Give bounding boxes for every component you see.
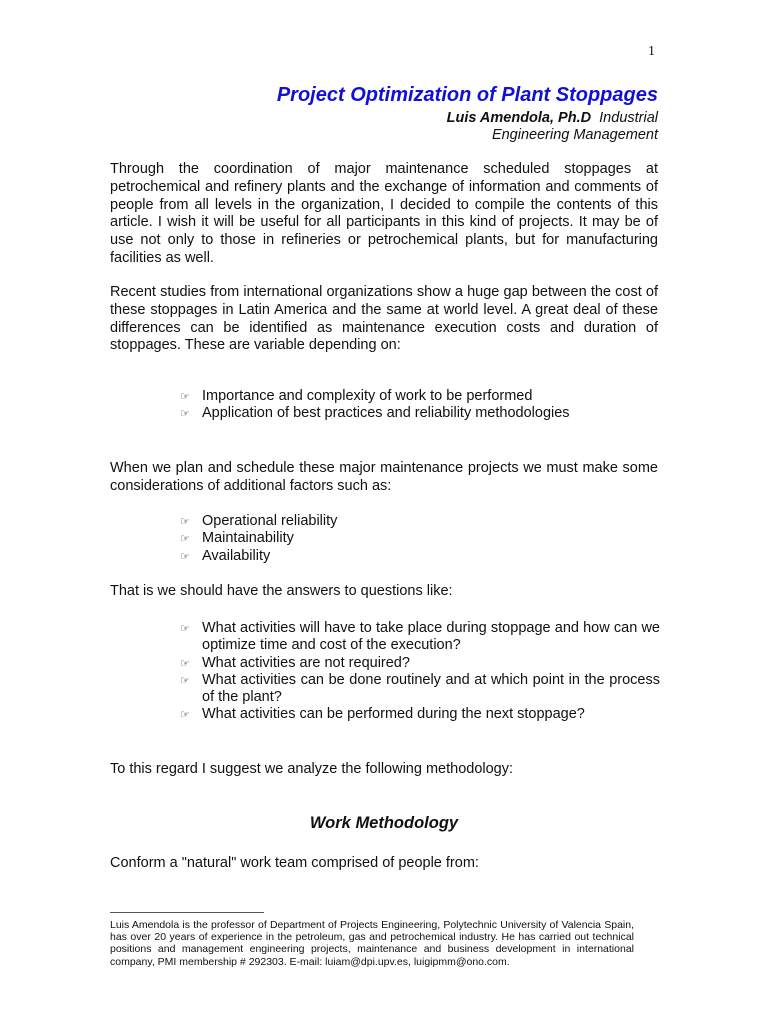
- questions-list: [180, 620, 660, 724]
- hand-pointer-icon: ☞: [180, 390, 190, 403]
- variables-list: [180, 388, 660, 423]
- list-item: ☞ What activities can be done routinely and at which point in the process of the plant?: [180, 671, 660, 706]
- author-footnote: Luis Amendola is the professor of Department of Projects Engineering, Polytechnic University of Valencia Spain, has over 20 years of experience in the petroleum, gas and petrochemical industry. He has carried out technical positions and management engineering projects, maintenance and business development in international company, PMI membership # 292303. E-mail: luiam@dpi.upv.es, luigipmm@ono.com.: [110, 919, 634, 968]
- intro-paragraph: Through the coordination of major maintenance scheduled stoppages at petrochemical and refinery plants and the exchange of information and comments of people from all levels in the organization, I decided to compile the contents of this article. I wish it will be useful for all participants in this kind of projects. It may be of use not only to those in refineries or petrochemical plants, but for manufacturing facilities as well.: [110, 161, 658, 266]
- author-block: [447, 110, 658, 144]
- list-item: ☞ Operational reliability: [180, 513, 338, 529]
- hand-pointer-icon: ☞: [180, 549, 190, 563]
- team-paragraph: Conform a "natural" work team comprised of people from:: [110, 855, 479, 871]
- factors-list: [180, 513, 660, 565]
- list-item: ☞ Maintainability: [180, 530, 294, 547]
- list-item: ☞ Importance and complexity of work to be performed: [180, 388, 533, 404]
- list-item: ☞ What activities will have to take place during stoppage and how can we optimize time and cost of the execution?: [180, 620, 660, 654]
- author-dept-line1: Industrial: [599, 110, 658, 126]
- author-dept-line2: Engineering Management: [491, 127, 658, 143]
- section-heading: Work Methodology: [309, 814, 459, 832]
- methodology-intro-paragraph: To this regard I suggest we analyze the following methodology:: [110, 761, 514, 777]
- hand-pointer-icon: ☞: [180, 708, 190, 722]
- questions-intro-paragraph: That is we should have the answers to questions like:: [110, 583, 453, 599]
- author-name: Luis Amendola, Ph.D: [446, 110, 592, 126]
- hand-pointer-icon: ☞: [180, 656, 190, 670]
- hand-pointer-icon: ☞: [180, 515, 190, 528]
- document-title: Project Optimization of Plant Stoppages: [276, 84, 658, 106]
- hand-pointer-icon: ☞: [180, 622, 190, 635]
- list-item: ☞ What activities are not required?: [180, 654, 410, 671]
- list-item: ☞ What activities can be performed during the next stoppage?: [180, 706, 585, 723]
- list-item: ☞ Availability: [180, 547, 271, 564]
- page-number: 1: [648, 44, 655, 59]
- studies-paragraph: Recent studies from international organizations show a huge gap between the cost of these stoppages in Latin America and the same at world level. A great deal of these differences can be identified as maintenance execution costs and duration of stoppages. These are variable depending on:: [110, 284, 658, 354]
- considerations-paragraph: When we plan and schedule these major maintenance projects we must make some considerations of additional factors such as:: [110, 460, 658, 494]
- hand-pointer-icon: ☞: [180, 407, 190, 421]
- hand-pointer-icon: ☞: [180, 673, 190, 687]
- hand-pointer-icon: ☞: [180, 532, 190, 546]
- footnote-divider: [110, 912, 264, 913]
- list-item: ☞ Application of best practices and reliability methodologies: [180, 405, 570, 422]
- author-line: [447, 110, 658, 127]
